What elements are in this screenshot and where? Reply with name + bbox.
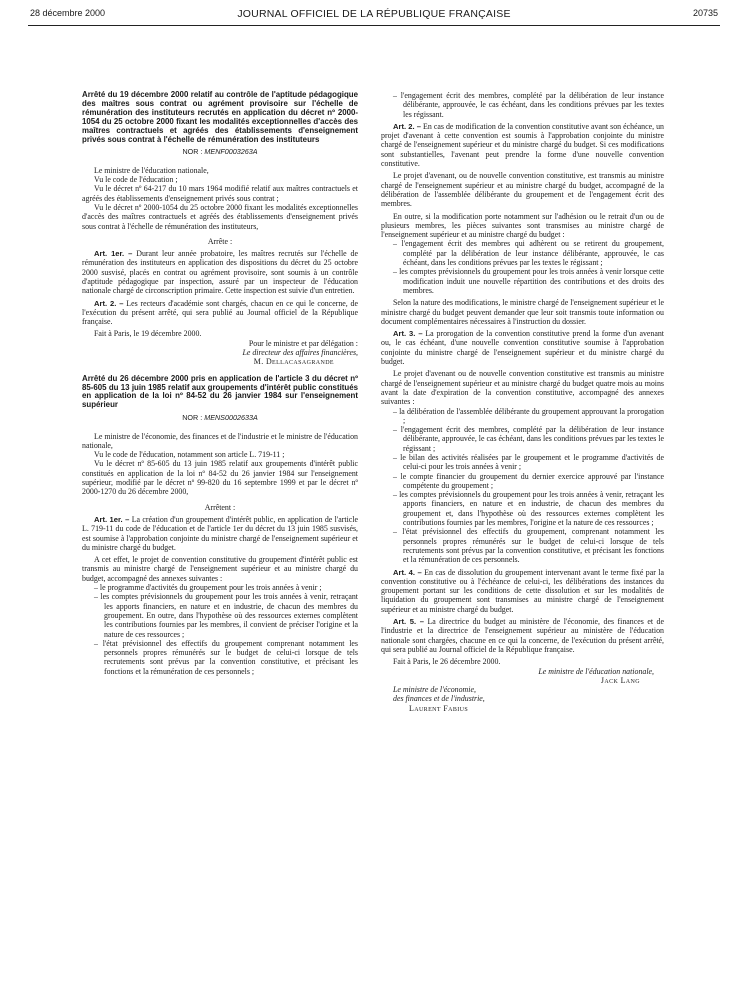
left-column bbox=[82, 91, 358, 676]
paragraph: A cet effet, le projet de convention constitutive du groupement d'intérêt public est transmis au ministre chargé de l'enseignement supérieur et au ministre chargé du budget, accompagné des annexes suivantes : bbox=[82, 555, 358, 583]
signature-title: Le ministre de l'éducation nationale, bbox=[538, 666, 654, 676]
signature-name: Laurent Fabius bbox=[409, 703, 469, 713]
paragraph: Vu le décret nº 64-217 du 10 mars 1964 modifié relatif aux maîtres contractuels et agréés des établissements d'enseignement privés sous contrat ; bbox=[82, 184, 358, 203]
paragraph: Selon la nature des modifications, le ministre chargé de l'enseignement supérieur et le ministre chargé du budget peuvent demander que leur soit transmis toute information ou document complémentaires nécessaires à l'instruction du dossier. bbox=[381, 298, 664, 326]
paragraph: Vu le code de l'éducation ; bbox=[94, 175, 178, 185]
paragraph: Vu le code de l'éducation, notamment son article L. 719-11 ; bbox=[94, 450, 285, 460]
list-item: – le programme d'activités du groupement pour les trois années à venir ; bbox=[94, 583, 322, 593]
article: Art. 1er. – La création d'un groupement d'intérêt public, en application de l'article L. 719-11 du code de l'éducation et de l'article 1er du décret du 13 juin 1985 susvisés, est soumise à l'approbation conjointe du ministre chargé de l'enseignement supérieur et du ministre chargé du budget. bbox=[82, 514, 358, 552]
paragraph: Le projet d'avenant, ou de nouvelle convention constitutive, est transmis au ministre chargé de l'enseignement supérieur et au ministre chargé du budget, accompagné de la délibération de l'assemblée délibérante du groupement et de l'engagement écrit des membres. bbox=[381, 171, 664, 209]
date-line: Fait à Paris, le 19 décembre 2000. bbox=[94, 329, 202, 339]
article: Art. 5. – La directrice du budget au ministère de l'économie, des finances et de l'industrie et la directrice de l'enseignement supérieur au ministère de l'éducation nationale sont chargées, chacune en ce qui la concerne, de l'exécution du présent arrêté, qui sera publié au Journal officiel de la République française. bbox=[381, 617, 664, 654]
signature-title: Le ministre de l'économie, bbox=[393, 685, 476, 695]
signature-title: des finances et de l'industrie, bbox=[393, 694, 485, 704]
header-date: 28 décembre 2000 bbox=[30, 8, 106, 18]
header-rule bbox=[28, 25, 720, 26]
nor-reference: NOR : MENS0002633A bbox=[182, 413, 258, 423]
decree-title: Arrêté du 26 décembre 2000 pris en application de l'article 3 du décret nº 85-605 du 13 juin 1985 relatif aux groupements d'intérêt public constitués en application de la loi nº 84-52 du 26 janvier 1984 sur l'enseignement supérieur bbox=[82, 373, 358, 410]
decree-title: Arrêté du 19 décembre 2000 relatif au contrôle de l'aptitude pédagogique des maîtres sous contrat ou agrément provisoire sur l'échelle de rémunération des instituteurs recrutés en application du décret nº 2000-1054 du 25 octobre 2000 fixant les modalités exceptionnelles d'accès des maîtres contractuels et agréés des établissements d'enseignement privés sous contrat à l'échelle de rémunération des instituteurs bbox=[82, 90, 358, 144]
arrete-heading: Arrête : bbox=[207, 236, 233, 246]
paragraph: Vu le décret nº 2000-1054 du 25 octobre 2000 fixant les modalités exceptionnelles d'accès des maîtres contractuels et agréés des établissements d'enseignement privés sous contrat à l'échelle de rémunération des instituteurs, bbox=[82, 202, 358, 231]
article: Art. 3. – La prorogation de la convention constitutive prend la forme d'un avenant ou, le cas échéant, d'une nouvelle convention constitutive soumise à l'approbation conjointe du ministre chargé de l'enseignement supérieur et du ministre chargé du budget. bbox=[381, 329, 664, 367]
article: Art. 2. – En cas de modification de la convention constitutive avant son échéance, un projet d'avenant à cette convention est soumis à l'approbation conjointe du ministre chargé de l'enseignement supérieur et du ministre chargé du budget. Si ces modifications sont substantielles, l'avenant peut prendre la forme d'une nouvelle convention constitutive. bbox=[381, 121, 664, 169]
article: Art. 1er. – Durant leur année probatoire, les maîtres recrutés sur l'échelle de rémunération des instituteurs en application des dispositions du décret du 25 octobre 2000 susvisé, placés en contrat ou agrément provisoire, sont soumis à un contrôle d'aptitude pédagogique par inspection, assuré par un inspecteur de l'éducation nationale chargé de circonscription primaire. Cette inspection est suivie d'un entretien. bbox=[82, 249, 358, 296]
list-item: – les comptes prévisionnels du groupement pour les trois années à venir lorsque cette modification induit une nouvelle répartition des contributions et des droits des membres. bbox=[393, 267, 664, 295]
list-item: – le bilan des activités réalisées par le groupement et le programme d'activités de celui-ci pour les trois années à venir ; bbox=[393, 452, 664, 472]
list-item: – l'état prévisionnel des effectifs du groupement comprenant notamment les personnels propres rémunérés sur le budget de celui-ci lorsque de tels recrutements sont prévus par la convention constitutive, et précisant les fonctions et la rémunération de ces personnels ; bbox=[94, 638, 358, 676]
list-item: – les comptes prévisionnels du groupement pour les trois années à venir, retraçant les apports financiers, en nature et en industrie, de chacun des membres du groupement et, dans l'hypothèse où des ressources externes complètent les contributions fournies par les membres, l'origine et la nature de ces ressources ; bbox=[393, 490, 664, 528]
paragraph: En outre, si la modification porte notamment sur l'adhésion ou le retrait d'un ou de plusieurs membres, les pièces suivantes sont transmises au ministre chargé de l'enseignement supérieur et au ministre chargé du budget : bbox=[381, 211, 664, 240]
signature-name: Jack Lang bbox=[600, 675, 640, 685]
annex-list bbox=[381, 239, 664, 295]
list-item: – l'état prévisionnel des effectifs du groupement, comprenant notamment les personnels propres rémunérés sur le budget de celui-ci lorsque de tels recrutements sont prévus par la convention constitutive, et précisant les fonctions et la rémunération de ces personnels. bbox=[393, 527, 664, 565]
article: Art. 4. – En cas de dissolution du groupement intervenant avant le terme fixé par la convention constitutive ou à l'échéance de celui-ci, les délibérations des instances du groupement portant sur les conditions de cette dissolution et sur les modalités de liquidation du groupement sont transmises au ministre chargé de l'enseignement supérieur et au ministre chargé du budget. bbox=[381, 567, 664, 614]
list-item: – l'engagement écrit des membres, complété par la délibération de leur instance délibérante, approuvée, le cas échéant, dans les conditions prévues par les textes les régissant. bbox=[393, 91, 664, 119]
page-number: 20735 bbox=[692, 8, 718, 18]
signature-name: M. Dellacasagrande bbox=[253, 357, 334, 367]
list-item: – l'engagement écrit des membres qui adhèrent ou se retirent du groupement, complété par la délibération de leur instance délibérante, approuvée, le cas échéant, dans les conditions prévues par les textes le régissant ; bbox=[393, 239, 664, 268]
arretent-heading: Arrêtent : bbox=[204, 502, 236, 512]
paragraph: Le ministre de l'éducation nationale, bbox=[94, 165, 209, 175]
article: Art. 2. – Les recteurs d'académie sont chargés, chacun en ce qui le concerne, de l'exécution du présent arrêté, qui sera publié au Journal officiel de la République française. bbox=[82, 298, 358, 327]
annex-list bbox=[381, 407, 664, 565]
list-item: – la délibération de l'assemblée délibérante du groupement approuvant la prorogation ; bbox=[393, 406, 664, 425]
journal-title: JOURNAL OFFICIEL DE LA RÉPUBLIQUE FRANÇAISE bbox=[237, 8, 511, 20]
paragraph: Le projet d'avenant ou de nouvelle convention constitutive est transmis au ministre chargé de l'enseignement supérieur et au ministre chargé du budget quatre mois au moins avant la date d'expiration de la convention constitutive, accompagné des annexes suivantes : bbox=[381, 369, 664, 407]
annex-list bbox=[381, 91, 664, 119]
list-item: – l'engagement écrit des membres, complété par la délibération de leur instance délibérante, approuvée, le cas échéant, dans les conditions prévues par les textes le régissant ; bbox=[393, 425, 664, 453]
signature-title: Le directeur des affaires financières, bbox=[242, 348, 358, 358]
list-item: – le compte financier du groupement du dernier exercice approuvé par l'instance compétente du groupement ; bbox=[393, 471, 664, 490]
date-line: Fait à Paris, le 26 décembre 2000. bbox=[393, 657, 501, 667]
list-item: – les comptes prévisionnels du groupement pour les trois années à venir, retraçant les apports financiers, en nature et en industrie, de chacun des membres du groupement. En outre, dans l'hypothèse où des ressources externes complètent les contributions fournies par les membres, il convient de préciser l'origine et la nature de ces ressources ; bbox=[94, 592, 358, 639]
annex-list bbox=[82, 583, 358, 676]
signature-line: Pour le ministre et par délégation : bbox=[248, 338, 358, 348]
paragraph: Le ministre de l'économie, des finances et de l'industrie et le ministre de l'éducation nationale, bbox=[82, 431, 358, 450]
right-column bbox=[381, 91, 664, 713]
paragraph: Vu le décret nº 85-605 du 13 juin 1985 relatif aux groupements d'intérêt public constitués en application de la loi nº 84-52 du 26 janvier 1984 sur l'enseignement supérieur, modifié par le décret nº 99-820 du 16 septembre 1999 et par le décret nº 2000-1270 du 26 décembre 2000, bbox=[82, 459, 358, 497]
nor-reference: NOR : MENF0003263A bbox=[182, 147, 258, 157]
page-header bbox=[30, 8, 718, 24]
